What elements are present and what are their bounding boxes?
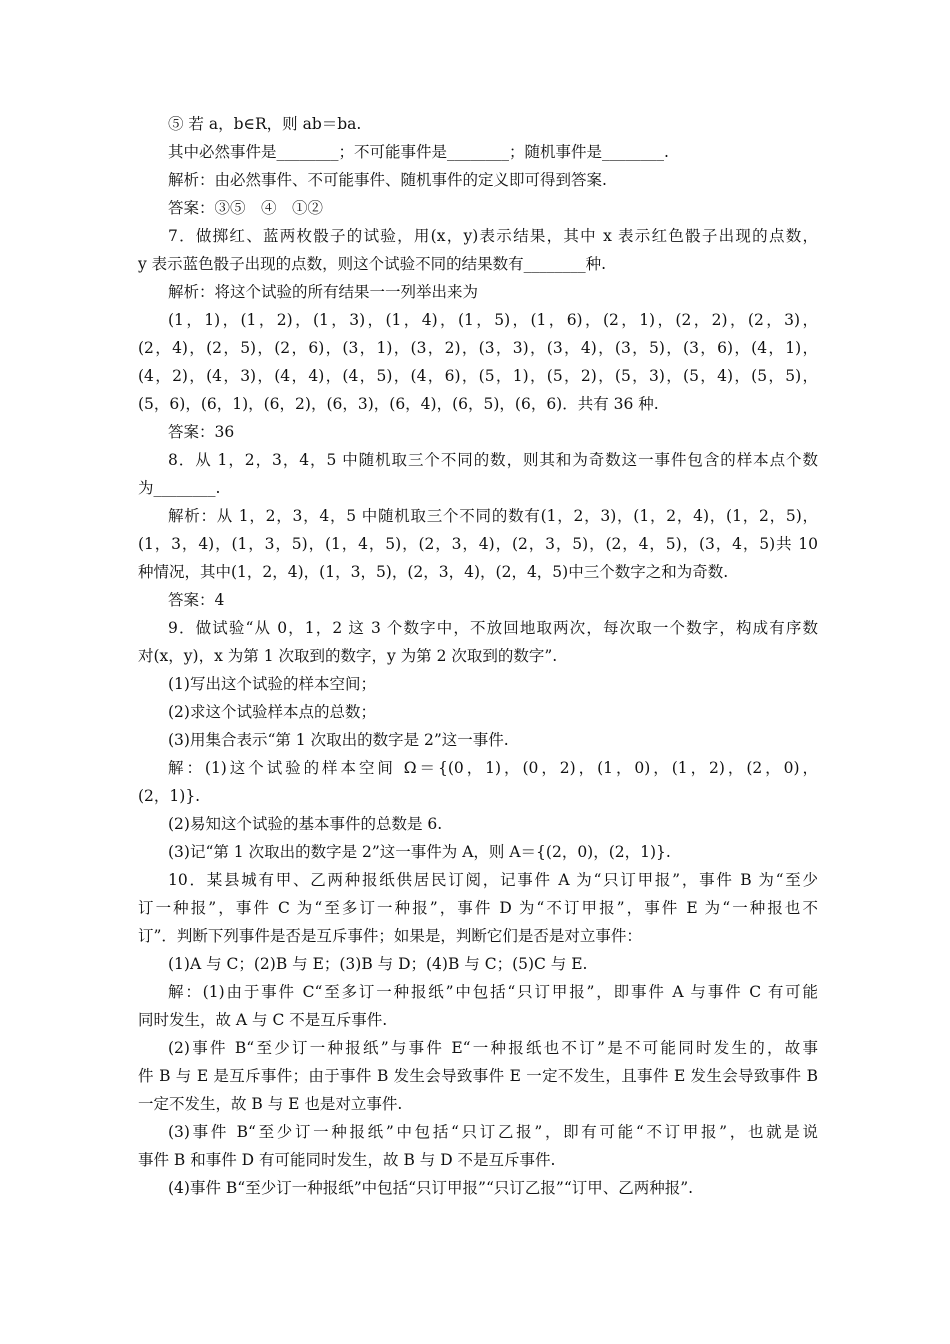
text-line: (5，6)，(6，1)，(6，2)，(6，3)，(6，4)，(6，5)，(6，6)．共有 36 种. bbox=[138, 395, 659, 413]
text-line: y 表示蓝色骰子出现的点数，则这个试验不同的结果数有________种. bbox=[138, 255, 607, 273]
text-line: ⑤ 若 a，b∈R，则 ab＝ba. bbox=[168, 115, 362, 133]
text-line: 其中必然事件是________；不可能事件是________；随机事件是________. bbox=[168, 143, 669, 161]
text-line: 订一种报”，事件 C 为“至多订一种报”，事件 D 为“不订甲报”，事件 E 为“一种报也不 bbox=[138, 899, 818, 917]
text-line: (3)用集合表示“第 1 次取出的数字是 2”这一事件. bbox=[168, 731, 509, 749]
text-line: 事件 B 和事件 D 有可能同时发生，故 B 与 D 不是互斥事件. bbox=[138, 1151, 556, 1169]
text-line: 答案：③⑤ ④ ①② bbox=[168, 199, 324, 217]
text-line: 订”．判断下列事件是否是互斥事件；如果是，判断它们是否是对立事件： bbox=[138, 927, 642, 945]
text-line: (1)A 与 C；(2)B 与 E；(3)B 与 D；(4)B 与 C；(5)C 与 E. bbox=[168, 955, 588, 973]
text-line: 答案：36 bbox=[168, 423, 235, 441]
text-line: 10．某县城有甲、乙两种报纸供居民订阅，记事件 A 为“只订甲报”，事件 B 为“至少 bbox=[168, 871, 818, 889]
text-line: (3)记“第 1 次取出的数字是 2”这一事件为 A，则 A＝{(2，0)，(2，1)}. bbox=[168, 843, 671, 861]
text-line: (1，3，4)，(1，3，5)，(1，4，5)，(2，3，4)，(2，3，5)，(2，4，5)，(3，4，5)共 10 bbox=[138, 535, 818, 553]
document-page bbox=[138, 110, 818, 1202]
text-line: (4，2)，(4，3)，(4，4)，(4，5)，(4，6)，(5，1)，(5，2)，(5，3)，(5，4)，(5，5)， bbox=[138, 367, 818, 385]
text-line: 为________. bbox=[138, 479, 221, 497]
text-line: 一定不发生，故 B 与 E 也是对立事件. bbox=[138, 1095, 403, 1113]
text-line: 解析：由必然事件、不可能事件、随机事件的定义即可得到答案. bbox=[168, 171, 607, 189]
text-line: 解：(1)这个试验的样本空间 Ω＝{(0，1)，(0，2)，(1，0)，(1，2)，(2，0)， bbox=[168, 759, 818, 777]
text-line: 解析：将这个试验的所有结果一一列举出来为 bbox=[168, 283, 479, 301]
text-line: 对(x，y)，x 为第 1 次取到的数字，y 为第 2 次取到的数字”. bbox=[138, 647, 558, 665]
text-line: (1)写出这个试验的样本空间； bbox=[168, 675, 376, 693]
text-line: 同时发生，故 A 与 C 不是互斥事件. bbox=[138, 1011, 388, 1029]
text-line: 7．做掷红、蓝两枚骰子的试验，用(x，y)表示结果，其中 x 表示红色骰子出现的点数， bbox=[168, 227, 818, 245]
text-line: (3)事件 B“至少订一种报纸”中包括“只订乙报”，即有可能“不订甲报”，也就是说 bbox=[168, 1123, 818, 1141]
text-line: 9．做试验“从 0，1，2 这 3 个数字中，不放回地取两次，每次取一个数字，构成有序数 bbox=[168, 619, 818, 637]
text-line: (1，1)，(1，2)，(1，3)，(1，4)，(1，5)，(1，6)，(2，1)，(2，2)，(2，3)， bbox=[168, 311, 818, 329]
text-line: 解：(1)由于事件 C“至多订一种报纸”中包括“只订甲报”，即事件 A 与事件 C 有可能 bbox=[168, 983, 818, 1001]
text-line: 件 B 与 E 是互斥事件；由于事件 B 发生会导致事件 E 一定不发生，且事件 E 发生会导致事件 B bbox=[138, 1067, 818, 1085]
text-line: 解析：从 1，2，3，4，5 中随机取三个不同的数有(1，2，3)，(1，2，4)，(1，2，5)， bbox=[168, 507, 818, 525]
text-line: 答案：4 bbox=[168, 591, 225, 609]
text-line: (2)易知这个试验的基本事件的总数是 6. bbox=[168, 815, 443, 833]
text-line: (2)求这个试验样本点的总数； bbox=[168, 703, 376, 721]
text-line: (2，4)，(2，5)，(2，6)，(3，1)，(3，2)，(3，3)，(3，4)，(3，5)，(3，6)，(4，1)， bbox=[138, 339, 818, 357]
text-line: 种情况，其中(1，2，4)，(1，3，5)，(2，3，4)，(2，4，5)中三个数字之和为奇数. bbox=[138, 563, 729, 581]
text-line: (2，1)}. bbox=[138, 787, 201, 805]
text-line: (4)事件 B“至少订一种报纸”中包括“只订甲报”“只订乙报”“订甲、乙两种报”. bbox=[168, 1179, 694, 1197]
text-line: 8．从 1，2，3，4，5 中随机取三个不同的数，则其和为奇数这一事件包含的样本点个数 bbox=[168, 451, 818, 469]
text-line: (2)事件 B“至少订一种报纸”与事件 E“一种报纸也不订”是不可能同时发生的，故事 bbox=[168, 1039, 818, 1057]
